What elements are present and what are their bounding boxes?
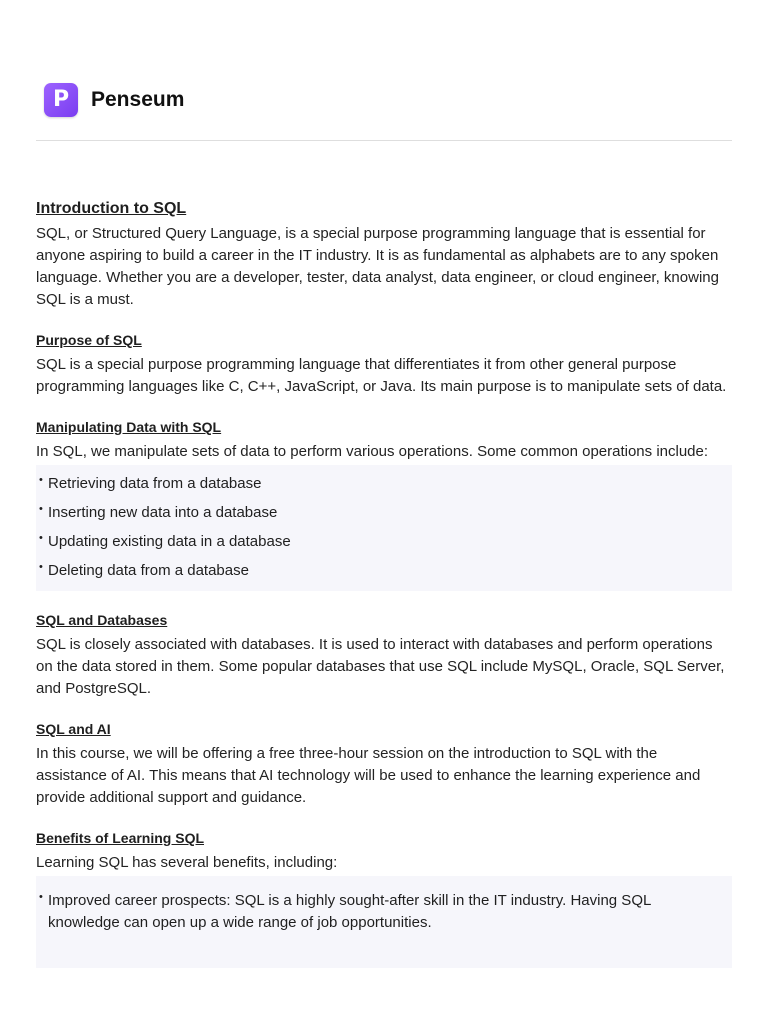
- list-item: [39, 531, 724, 553]
- penseum-logo-icon[interactable]: P: [44, 83, 78, 117]
- page-header: [36, 80, 732, 141]
- bullet-icon: •: [39, 474, 43, 486]
- section-title-manipulating: Manipulating Data with SQL: [36, 419, 222, 435]
- section-text-ai: In this course, we will be offering a free three-hour session on the introduction to SQL with the assistance of AI. This means that AI technology will be used to enhance the learning experience and provide additional support and guidance.: [36, 745, 701, 806]
- section-title-introduction: Introduction to SQL: [36, 200, 187, 217]
- bullet-icon: •: [39, 532, 43, 544]
- section-title-benefits: Benefits of Learning SQL: [36, 830, 205, 846]
- section-text-manipulating: In SQL, we manipulate sets of data to perform various operations. Some common operations include:: [36, 443, 709, 460]
- section-text-databases: SQL is closely associated with databases. It is used to interact with databases and perform operations on the data stored in them. Some popular databases that use SQL include MySQL, Oracle, SQL Server, and PostgreSQL.: [36, 636, 725, 697]
- list-item-text: Improved career prospects: SQL is a highly sought-after skill in the IT industry. Having SQL knowledge can open up a wide range of job opportunities.: [48, 892, 651, 931]
- section-text-purpose: SQL is a special purpose programming language that differentiates it from other general purpose programming languages like C, C++, JavaScript, or Java. Its main purpose is to manipulate sets of data.: [36, 356, 727, 395]
- list-item-text: Inserting new data into a database: [48, 504, 278, 521]
- section-title-purpose: Purpose of SQL: [36, 332, 142, 348]
- section-text-benefits: Learning SQL has several benefits, including:: [36, 854, 338, 871]
- bullet-icon: •: [39, 561, 43, 573]
- list-item: [39, 473, 724, 495]
- list-item: [39, 560, 724, 582]
- list-item-text: Retrieving data from a database: [48, 475, 262, 492]
- section-text-introduction: SQL, or Structured Query Language, is a special purpose programming language that is essential for anyone aspiring to build a career in the IT industry. It is as fundamental as alphabets are to any spoken language. Whether you are a developer, tester, data analyst, data engineer, or cloud engineer, knowing SQL is a must.: [36, 225, 719, 308]
- list-item-text: Updating existing data in a database: [48, 533, 291, 550]
- list-item-text: Deleting data from a database: [48, 562, 249, 579]
- operations-list: [36, 465, 732, 591]
- bullet-icon: •: [39, 891, 43, 903]
- bullet-icon: •: [39, 503, 43, 515]
- section-title-databases: SQL and Databases: [36, 612, 168, 628]
- brand-name[interactable]: Penseum: [91, 88, 185, 111]
- section-title-ai: SQL and AI: [36, 721, 111, 737]
- document-content: [36, 198, 732, 968]
- list-item: [39, 890, 724, 934]
- benefits-list: [36, 876, 732, 968]
- list-item: [39, 502, 724, 524]
